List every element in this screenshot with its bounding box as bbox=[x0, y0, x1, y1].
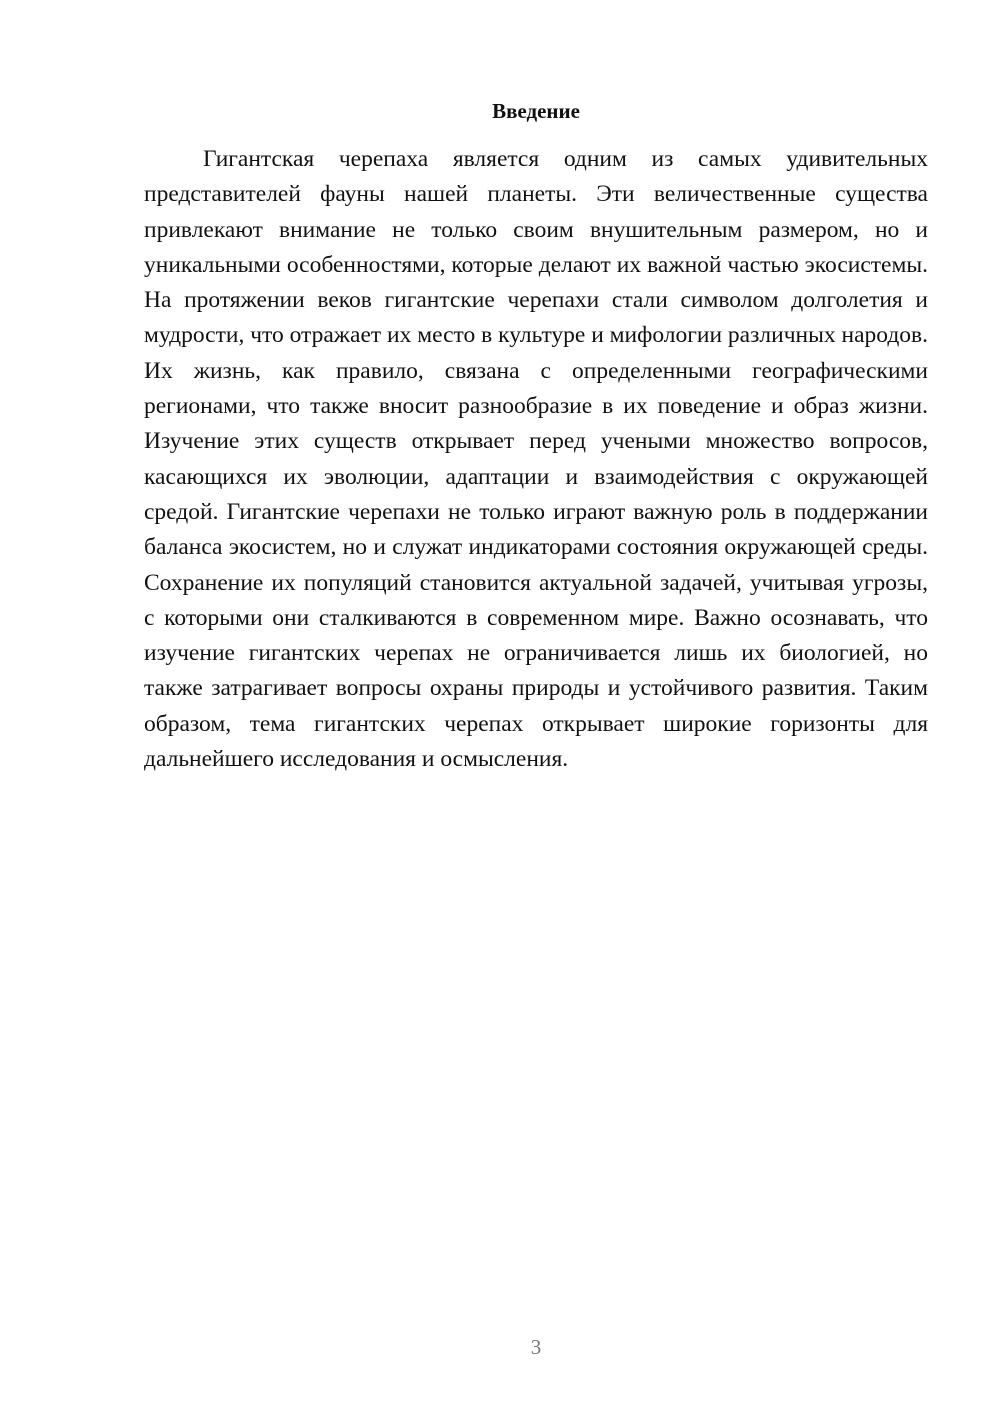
page-number: 3 bbox=[530, 1335, 542, 1359]
section-heading: Введение bbox=[492, 99, 580, 123]
body-paragraph: Гигантская черепаха является одним из самых удивительных представителей фауны нашей планеты. Эти величественные существа привлекают внимание не только своим внушительным размером, но и уникальными особенностями, которые делают их важной частью экосистемы. На протяжении веков гигантские черепахи стали символом долголетия и мудрости, что отражает их место в культуре и мифологии различных народов. Их жизнь, как правило, связана с определенными географическими регионами, что также вносит разнообразие в их поведение и образ жизни. Изучение этих существ открывает перед учеными множество вопросов, касающихся их эволюции, адаптации и взаимодействия с окружающей средой. Гигантские черепахи не только играют важную роль в поддержании баланса экосистем, но и служат индикаторами состояния окружающей среды. Сохранение их популяций становится актуальной задачей, учитывая угрозы, с которыми они сталкиваются в современном мире. Важно осознавать, что изучение гигантских черепах не ограничивается лишь их биологией, но также затрагивает вопросы охраны природы и устойчивого развития. Таким образом, тема гигантских черепах открывает широкие горизонты для дальнейшего исследования и осмысления. bbox=[144, 146, 929, 773]
